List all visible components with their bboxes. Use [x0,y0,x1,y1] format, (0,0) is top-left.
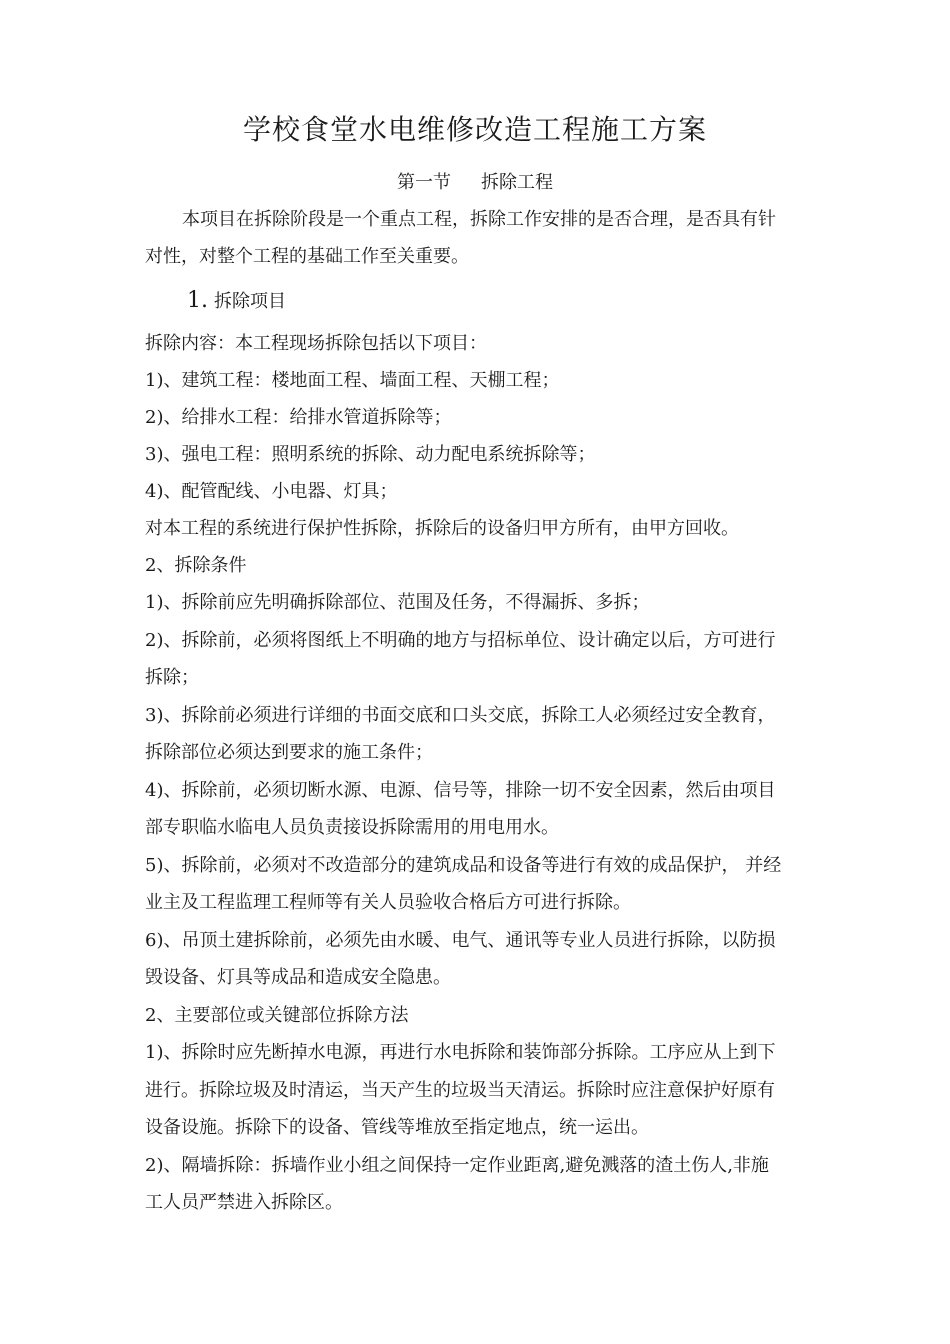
section-heading [0,170,950,196]
subheading-number: 1. [187,288,208,313]
body-line: 1)、拆除前应先明确拆除部位、范围及任务，不得漏拆、多拆； [145,592,650,613]
body-line: 5)、拆除前，必须对不改造部分的建筑成品和设备等进行有效的成品保护， 并经 [145,855,782,876]
body-line: 2)、隔墙拆除：拆墙作业小组之间保持一定作业距离,避免溅落的渣土伤人,非施 [145,1155,769,1176]
document-title: 学校食堂水电维修改造工程施工方案 [242,113,707,146]
body-line: 4)、拆除前，必须切断水源、电源、信号等，排除一切不安全因素，然后由项目 [145,780,776,801]
body-line: 3)、强电工程：照明系统的拆除、动力配电系统拆除等； [145,444,596,465]
body-line: 部专职临水临电人员负责接设拆除需用的用电用水。 [145,817,559,838]
body-line: 对本工程的系统进行保护性拆除，拆除后的设备归甲方所有，由甲方回收。 [145,518,739,539]
body-line: 4)、配管配线、小电器、灯具； [145,481,398,502]
body-line: 3)、拆除前必须进行详细的书面交底和口头交底，拆除工人必须经过安全教育， [145,705,776,726]
body-line: 1)、拆除时应先断掉水电源，再进行水电拆除和装饰部分拆除。工序应从上到下 [145,1042,776,1063]
body-line: 2、主要部位或关键部位拆除方法 [145,1005,409,1026]
body-line: 拆除内容：本工程现场拆除包括以下项目： [145,333,487,354]
body-line: 6)、吊顶土建拆除前，必须先由水暖、电气、通讯等专业人员进行拆除，以防损 [145,930,776,951]
section-number: 第一节 [397,172,451,193]
subheading-label: 拆除项目 [214,291,286,312]
body-line: 拆除部位必须达到要求的施工条件； [145,742,433,763]
body-line: 毁设备、灯具等成品和造成安全隐患。 [145,967,451,988]
intro-line: 对性，对整个工程的基础工作至关重要。 [145,246,469,267]
body-line: 进行。拆除垃圾及时清运，当天产生的垃圾当天清运。拆除时应注意保护好原有 [145,1080,775,1101]
body-line: 工人员严禁进入拆除区。 [145,1192,343,1213]
body-line: 2)、给排水工程：给排水管道拆除等； [145,407,452,428]
body-line: 2、拆除条件 [145,555,247,576]
body-line: 2)、拆除前，必须将图纸上不明确的地方与招标单位、设计确定以后，方可进行 [145,630,776,651]
body-line: 1)、建筑工程：楼地面工程、墙面工程、天棚工程； [145,370,560,391]
body-line: 设备设施。拆除下的设备、管线等堆放至指定地点，统一运出。 [145,1117,649,1138]
body-line: 业主及工程监理工程师等有关人员验收合格后方可进行拆除。 [145,892,631,913]
body-line: 拆除； [145,667,199,688]
intro-line: 本项目在拆除阶段是一个重点工程，拆除工作安排的是否合理，是否具有针 [182,209,776,230]
subheading [187,286,286,317]
section-name: 拆除工程 [481,172,553,193]
